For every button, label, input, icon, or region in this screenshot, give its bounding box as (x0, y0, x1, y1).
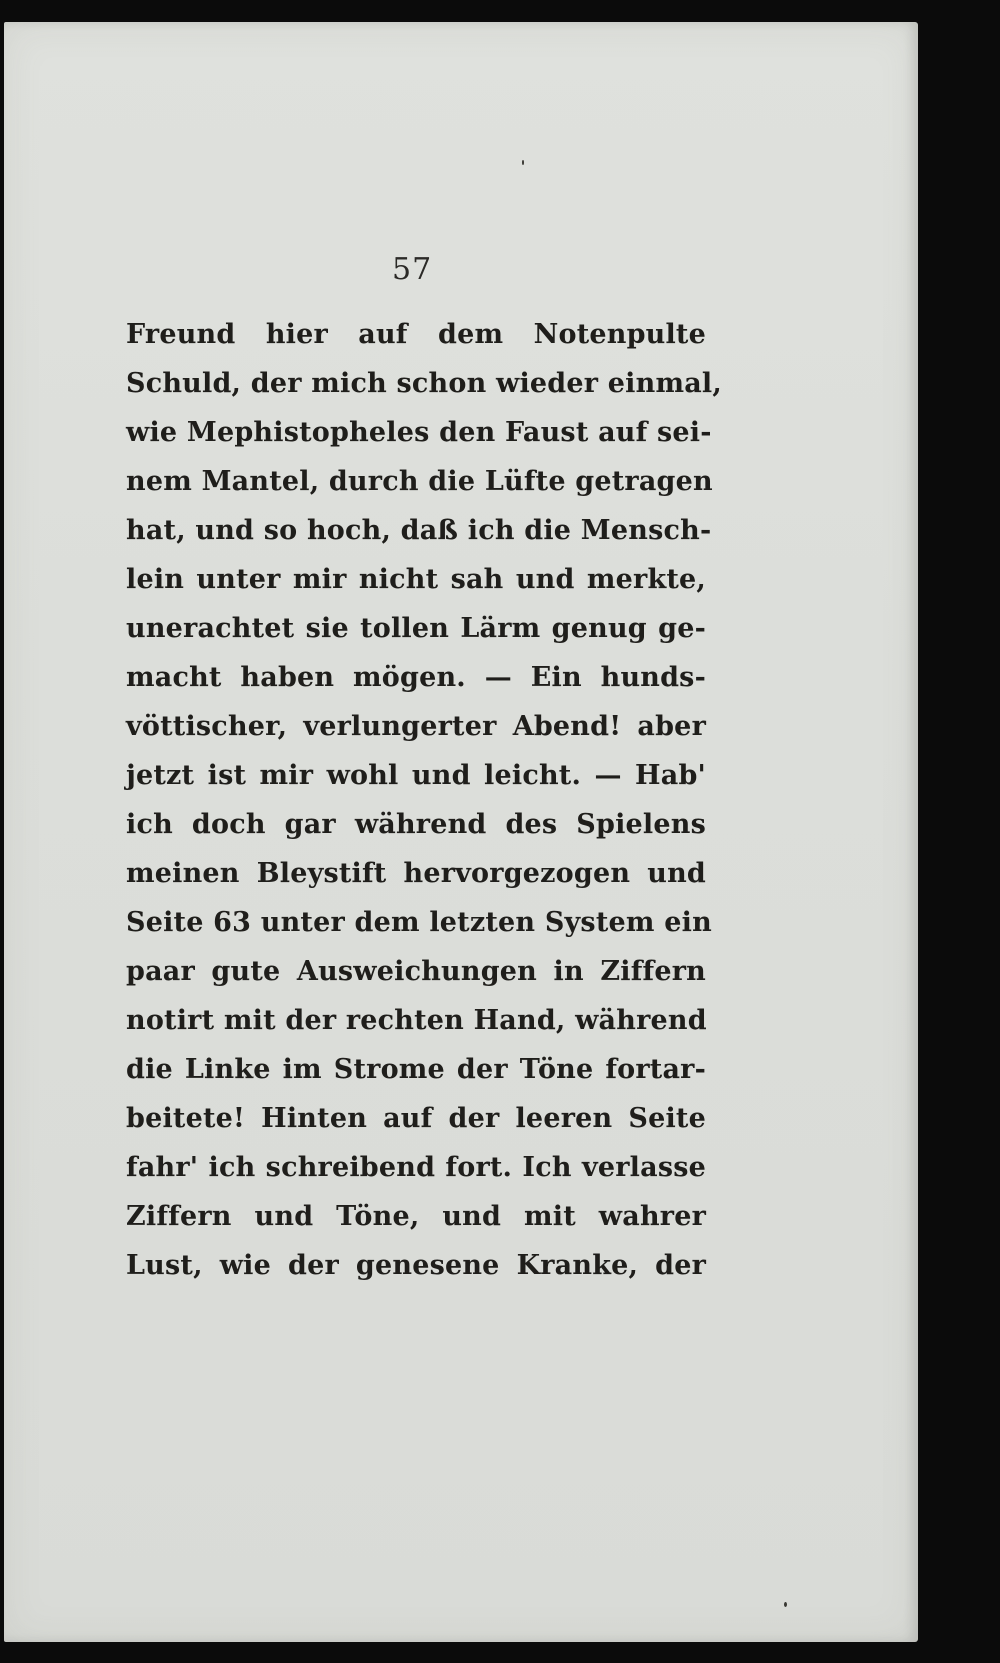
page-number: 57 (392, 252, 433, 287)
text-line: macht haben mögen. — Ein hunds- (126, 662, 706, 693)
text-line: hat, und so hoch, daß ich die Mensch- (126, 515, 712, 546)
text-line: lein unter mir nicht sah und merkte, (126, 564, 706, 595)
text-line: vöttischer, verlungerter Abend! aber (126, 711, 706, 742)
text-line: unerachtet sie tollen Lärm genug ge- (126, 613, 706, 644)
text-line: nem Mantel, durch die Lüfte getragen (126, 466, 713, 497)
book-page (4, 22, 918, 1642)
text-line: paar gute Ausweichungen in Ziffern (126, 956, 706, 987)
text-line: Freund hier auf dem Notenpulte (126, 319, 706, 350)
text-line: jetzt ist mir wohl und leicht. — Hab' (126, 760, 706, 791)
paper-fleck (522, 160, 524, 165)
text-line: Ziffern und Töne, und mit wahrer (126, 1201, 706, 1232)
text-line: Schuld, der mich schon wieder einmal, (126, 368, 722, 399)
text-line: fahr' ich schreibend fort. Ich verlasse (126, 1152, 706, 1183)
text-line: beitete! Hinten auf der leeren Seite (126, 1103, 706, 1134)
text-line: Seite 63 unter dem letzten System ein (126, 907, 712, 938)
text-line: meinen Bleystift hervorgezogen und (126, 858, 706, 889)
text-line: wie Mephistopheles den Faust auf sei- (126, 417, 712, 448)
text-line: Lust, wie der genesene Kranke, der (126, 1250, 706, 1281)
body-text (126, 310, 722, 1290)
text-line: ich doch gar während des Spielens (126, 809, 706, 840)
text-line: die Linke im Strome der Töne fortar- (126, 1054, 706, 1085)
text-line: notirt mit der rechten Hand, während (126, 1005, 707, 1036)
paper-fleck (784, 1602, 787, 1607)
